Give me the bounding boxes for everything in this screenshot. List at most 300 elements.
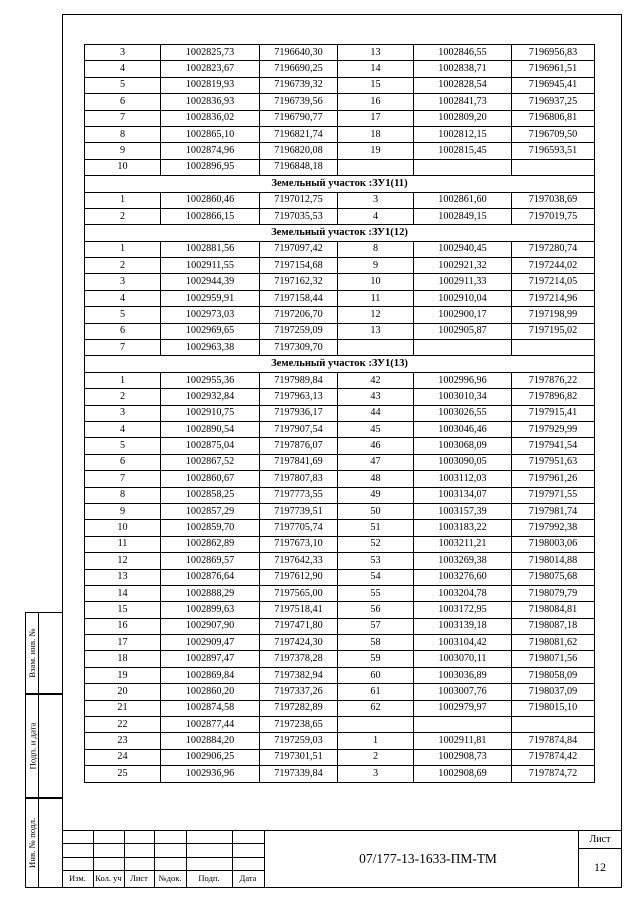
point-number: 7 (85, 110, 161, 126)
y-coordinate: 7197961,26 (512, 471, 595, 487)
section-title: Земельный участок :ЗУ1(13) (85, 356, 595, 372)
x-coordinate: 1002897,47 (161, 651, 260, 667)
x-coordinate: 1002836,02 (161, 110, 260, 126)
section-header (85, 356, 595, 372)
point-number: 4 (85, 290, 161, 306)
point-number: 16 (85, 618, 161, 634)
x-coordinate: 1003090,05 (414, 454, 512, 470)
x-coordinate: 1002955,36 (161, 372, 260, 388)
y-coordinate: 7198037,09 (512, 684, 595, 700)
point-number: 1 (338, 733, 414, 749)
x-coordinate: 1002869,84 (161, 667, 260, 683)
point-number: 15 (85, 602, 161, 618)
y-coordinate: 7196961,51 (512, 61, 595, 77)
point-number: 25 (85, 766, 161, 782)
point-number: 3 (338, 766, 414, 782)
y-coordinate: 7197038,69 (512, 192, 595, 208)
y-coordinate: 7197876,07 (260, 438, 338, 454)
side-box-podp-data (25, 694, 62, 798)
x-coordinate: 1002908,73 (414, 749, 512, 765)
x-coordinate: 1002869,57 (161, 553, 260, 569)
point-number: 7 (85, 340, 161, 356)
x-coordinate: 1002867,52 (161, 454, 260, 470)
point-number: 3 (85, 274, 161, 290)
stamp-label-ndok: №док. (158, 873, 182, 883)
y-coordinate: 7197807,83 (260, 471, 338, 487)
y-coordinate: 7197259,09 (260, 323, 338, 339)
table-row (85, 487, 595, 503)
table-row (85, 307, 595, 323)
x-coordinate: 1002910,04 (414, 290, 512, 306)
y-coordinate: 7197642,33 (260, 553, 338, 569)
y-coordinate: 7197214,96 (512, 290, 595, 306)
x-coordinate: 1002857,29 (161, 503, 260, 519)
y-coordinate: 7197162,32 (260, 274, 338, 290)
x-coordinate: 1002860,46 (161, 192, 260, 208)
table-row (85, 110, 595, 126)
side-box-inv-podl (25, 798, 62, 888)
point-number: 20 (85, 684, 161, 700)
y-coordinate: 7196739,56 (260, 94, 338, 110)
x-coordinate: 1002838,71 (414, 61, 512, 77)
y-coordinate: 7197981,74 (512, 503, 595, 519)
stamp-label-list: Лист (130, 873, 148, 883)
y-coordinate: 7197673,10 (260, 536, 338, 552)
y-coordinate: 7197158,44 (260, 290, 338, 306)
side-box-inv-vzam (25, 612, 62, 694)
x-coordinate: 1002963,38 (161, 340, 260, 356)
x-coordinate: 1002932,84 (161, 389, 260, 405)
point-number: 19 (85, 667, 161, 683)
table-row (85, 143, 595, 159)
table-row (85, 602, 595, 618)
point-number: 7 (85, 471, 161, 487)
table-row (85, 290, 595, 306)
y-coordinate: 7197874,84 (512, 733, 595, 749)
table-row (85, 421, 595, 437)
y-coordinate: 7197097,42 (260, 241, 338, 257)
y-coordinate: 7197206,70 (260, 307, 338, 323)
point-number: 50 (338, 503, 414, 519)
y-coordinate: 7196790,77 (260, 110, 338, 126)
table-row (85, 536, 595, 552)
point-number: 23 (85, 733, 161, 749)
title-block (62, 830, 622, 888)
x-coordinate: 1003269,38 (414, 553, 512, 569)
y-coordinate: 7197929,99 (512, 421, 595, 437)
y-coordinate: 7198014,88 (512, 553, 595, 569)
y-coordinate: 7197705,74 (260, 520, 338, 536)
table-row (85, 700, 595, 716)
table-row (85, 684, 595, 700)
point-number: 42 (338, 372, 414, 388)
y-coordinate: 7196640,30 (260, 45, 338, 61)
point-number: 1 (85, 241, 161, 257)
point-number: 49 (338, 487, 414, 503)
x-coordinate (414, 340, 512, 356)
point-number: 13 (85, 569, 161, 585)
x-coordinate: 1002890,54 (161, 421, 260, 437)
table-row (85, 553, 595, 569)
point-number: 12 (338, 307, 414, 323)
y-coordinate: 7197874,42 (512, 749, 595, 765)
point-number: 2 (85, 389, 161, 405)
point-number: 45 (338, 421, 414, 437)
y-coordinate: 7198081,62 (512, 635, 595, 651)
y-coordinate (512, 340, 595, 356)
table-row (85, 45, 595, 61)
point-number: 10 (85, 520, 161, 536)
table-row (85, 749, 595, 765)
x-coordinate: 1003036,89 (414, 667, 512, 683)
point-number: 48 (338, 471, 414, 487)
y-coordinate: 7197773,55 (260, 487, 338, 503)
table-row (85, 340, 595, 356)
x-coordinate: 1002911,33 (414, 274, 512, 290)
x-coordinate: 1002908,69 (414, 766, 512, 782)
document-code: 07/177-13-1633-ПМ-ТМ (359, 851, 497, 866)
point-number: 11 (85, 536, 161, 552)
point-number: 46 (338, 438, 414, 454)
table-row (85, 192, 595, 208)
y-coordinate: 7197198,99 (512, 307, 595, 323)
x-coordinate: 1002969,65 (161, 323, 260, 339)
point-number: 53 (338, 553, 414, 569)
y-coordinate: 7196937,25 (512, 94, 595, 110)
point-number: 13 (338, 323, 414, 339)
x-coordinate: 1002877,44 (161, 717, 260, 733)
x-coordinate: 1003204,78 (414, 585, 512, 601)
y-coordinate: 7196709,50 (512, 126, 595, 142)
y-coordinate: 7197012,75 (260, 192, 338, 208)
x-coordinate (414, 717, 512, 733)
table-row (85, 389, 595, 405)
x-coordinate: 1002905,87 (414, 323, 512, 339)
y-coordinate: 7197963,13 (260, 389, 338, 405)
side-label-inv-vzam: Взам. инв. № (27, 628, 38, 678)
y-coordinate: 7197612,90 (260, 569, 338, 585)
point-number: 15 (338, 77, 414, 93)
point-number: 52 (338, 536, 414, 552)
point-number: 58 (338, 635, 414, 651)
x-coordinate: 1002876,64 (161, 569, 260, 585)
point-number: 18 (338, 126, 414, 142)
x-coordinate: 1002940,45 (414, 241, 512, 257)
stamp-label-kol-uch: Кол. уч (95, 873, 122, 883)
point-number: 18 (85, 651, 161, 667)
point-number: 11 (338, 290, 414, 306)
y-coordinate (512, 717, 595, 733)
y-coordinate: 7196945,41 (512, 77, 595, 93)
table-row (85, 635, 595, 651)
x-coordinate: 1002921,32 (414, 258, 512, 274)
x-coordinate (414, 159, 512, 175)
x-coordinate: 1002861,60 (414, 192, 512, 208)
point-number (338, 717, 414, 733)
table-row (85, 241, 595, 257)
y-coordinate: 7198071,56 (512, 651, 595, 667)
y-coordinate: 7197424,30 (260, 635, 338, 651)
y-coordinate: 7197876,22 (512, 372, 595, 388)
section-header (85, 176, 595, 192)
table-row (85, 126, 595, 142)
y-coordinate: 7197378,28 (260, 651, 338, 667)
point-number: 5 (85, 438, 161, 454)
x-coordinate: 1002900,17 (414, 307, 512, 323)
point-number: 5 (85, 307, 161, 323)
point-number: 17 (338, 110, 414, 126)
x-coordinate: 1003068,09 (414, 438, 512, 454)
table-row (85, 733, 595, 749)
point-number: 55 (338, 585, 414, 601)
x-coordinate: 1002866,15 (161, 208, 260, 224)
table-row (85, 438, 595, 454)
table-row (85, 258, 595, 274)
point-number: 24 (85, 749, 161, 765)
x-coordinate: 1002881,56 (161, 241, 260, 257)
table-row (85, 569, 595, 585)
point-number: 9 (85, 143, 161, 159)
coordinates-table (84, 44, 595, 783)
point-number: 54 (338, 569, 414, 585)
x-coordinate: 1002836,93 (161, 94, 260, 110)
y-coordinate: 7196820,08 (260, 143, 338, 159)
y-coordinate: 7198058,09 (512, 667, 595, 683)
point-number: 6 (85, 94, 161, 110)
x-coordinate: 1002819,93 (161, 77, 260, 93)
y-coordinate: 7197301,51 (260, 749, 338, 765)
table-row (85, 94, 595, 110)
table-row (85, 274, 595, 290)
x-coordinate: 1002884,20 (161, 733, 260, 749)
point-number: 8 (85, 126, 161, 142)
x-coordinate: 1002859,70 (161, 520, 260, 536)
y-coordinate: 7197195,02 (512, 323, 595, 339)
point-number: 5 (85, 77, 161, 93)
x-coordinate: 1003157,39 (414, 503, 512, 519)
point-number: 12 (85, 553, 161, 569)
x-coordinate: 1002849,15 (414, 208, 512, 224)
y-coordinate: 7197309,70 (260, 340, 338, 356)
point-number: 2 (85, 258, 161, 274)
x-coordinate: 1002812,15 (414, 126, 512, 142)
y-coordinate: 7197565,00 (260, 585, 338, 601)
y-coordinate: 7197471,80 (260, 618, 338, 634)
y-coordinate: 7198087,18 (512, 618, 595, 634)
y-coordinate: 7197019,75 (512, 208, 595, 224)
point-number: 6 (85, 323, 161, 339)
point-number: 3 (85, 45, 161, 61)
point-number: 3 (85, 405, 161, 421)
section-title: Земельный участок :ЗУ1(12) (85, 225, 595, 241)
section-title: Земельный участок :ЗУ1(11) (85, 176, 595, 192)
side-label-podp-data: Подп. и дата (27, 722, 37, 770)
point-number (338, 340, 414, 356)
point-number: 10 (85, 159, 161, 175)
x-coordinate: 1002896,95 (161, 159, 260, 175)
y-coordinate: 7197936,17 (260, 405, 338, 421)
x-coordinate: 1002862,89 (161, 536, 260, 552)
point-number: 44 (338, 405, 414, 421)
table-row (85, 503, 595, 519)
table-row (85, 520, 595, 536)
point-number: 14 (85, 585, 161, 601)
table-row (85, 651, 595, 667)
y-coordinate: 7197951,63 (512, 454, 595, 470)
x-coordinate: 1003104,42 (414, 635, 512, 651)
point-number: 21 (85, 700, 161, 716)
point-number: 4 (85, 61, 161, 77)
table-row (85, 667, 595, 683)
x-coordinate: 1002841,73 (414, 94, 512, 110)
point-number: 1 (85, 372, 161, 388)
stamp-label-podp: Подп. (198, 873, 220, 883)
x-coordinate: 1002823,67 (161, 61, 260, 77)
y-coordinate: 7197896,82 (512, 389, 595, 405)
x-coordinate: 1002979,97 (414, 700, 512, 716)
point-number: 62 (338, 700, 414, 716)
point-number: 8 (338, 241, 414, 257)
y-coordinate: 7197238,65 (260, 717, 338, 733)
x-coordinate: 1002936,96 (161, 766, 260, 782)
point-number: 4 (338, 208, 414, 224)
y-coordinate: 7196806,81 (512, 110, 595, 126)
x-coordinate: 1002809,20 (414, 110, 512, 126)
point-number (338, 159, 414, 175)
table-row (85, 77, 595, 93)
x-coordinate: 1003026,55 (414, 405, 512, 421)
y-coordinate: 7197941,54 (512, 438, 595, 454)
y-coordinate: 7197259,03 (260, 733, 338, 749)
x-coordinate: 1002815,45 (414, 143, 512, 159)
x-coordinate: 1003134,07 (414, 487, 512, 503)
sheet-label: Лист (589, 834, 611, 845)
x-coordinate: 1003139,18 (414, 618, 512, 634)
x-coordinate: 1003010,34 (414, 389, 512, 405)
point-number: 2 (338, 749, 414, 765)
point-number: 2 (85, 208, 161, 224)
y-coordinate: 7197971,55 (512, 487, 595, 503)
y-coordinate: 7197989,84 (260, 372, 338, 388)
point-number: 51 (338, 520, 414, 536)
x-coordinate: 1003007,76 (414, 684, 512, 700)
y-coordinate: 7197280,74 (512, 241, 595, 257)
table-row (85, 454, 595, 470)
table-row (85, 471, 595, 487)
x-coordinate: 1002858,25 (161, 487, 260, 503)
y-coordinate: 7196848,18 (260, 159, 338, 175)
y-coordinate: 7196821,74 (260, 126, 338, 142)
y-coordinate: 7198075,68 (512, 569, 595, 585)
side-label-inv-podl: Инв. № подл. (27, 817, 37, 869)
x-coordinate: 1002860,67 (161, 471, 260, 487)
point-number: 16 (338, 94, 414, 110)
point-number: 14 (338, 61, 414, 77)
point-number: 9 (338, 258, 414, 274)
point-number: 3 (338, 192, 414, 208)
point-number: 4 (85, 421, 161, 437)
x-coordinate: 1003046,46 (414, 421, 512, 437)
x-coordinate: 1002828,54 (414, 77, 512, 93)
y-coordinate: 7197907,54 (260, 421, 338, 437)
y-coordinate: 7197214,05 (512, 274, 595, 290)
x-coordinate: 1002959,91 (161, 290, 260, 306)
x-coordinate: 1002860,20 (161, 684, 260, 700)
point-number: 22 (85, 717, 161, 733)
point-number: 10 (338, 274, 414, 290)
point-number: 60 (338, 667, 414, 683)
x-coordinate: 1003070,11 (414, 651, 512, 667)
x-coordinate: 1002910,75 (161, 405, 260, 421)
x-coordinate: 1002825,73 (161, 45, 260, 61)
y-coordinate: 7197282,89 (260, 700, 338, 716)
x-coordinate: 1002899,63 (161, 602, 260, 618)
x-coordinate: 1002973,03 (161, 307, 260, 323)
x-coordinate: 1003172,95 (414, 602, 512, 618)
point-number: 19 (338, 143, 414, 159)
y-coordinate: 7197915,41 (512, 405, 595, 421)
y-coordinate: 7196690,25 (260, 61, 338, 77)
y-coordinate: 7198015,10 (512, 700, 595, 716)
point-number: 47 (338, 454, 414, 470)
point-number: 9 (85, 503, 161, 519)
y-coordinate: 7197739,51 (260, 503, 338, 519)
point-number: 1 (85, 192, 161, 208)
point-number: 59 (338, 651, 414, 667)
point-number: 56 (338, 602, 414, 618)
y-coordinate: 7198003,06 (512, 536, 595, 552)
point-number: 43 (338, 389, 414, 405)
x-coordinate: 1003211,21 (414, 536, 512, 552)
x-coordinate: 1002888,29 (161, 585, 260, 601)
x-coordinate: 1003112,03 (414, 471, 512, 487)
y-coordinate (512, 159, 595, 175)
x-coordinate: 1002874,58 (161, 700, 260, 716)
table-row (85, 405, 595, 421)
point-number: 13 (338, 45, 414, 61)
x-coordinate: 1002907,90 (161, 618, 260, 634)
table-row (85, 766, 595, 782)
table-row (85, 208, 595, 224)
x-coordinate: 1002865,10 (161, 126, 260, 142)
y-coordinate: 7197154,68 (260, 258, 338, 274)
x-coordinate: 1002909,47 (161, 635, 260, 651)
x-coordinate: 1003276,60 (414, 569, 512, 585)
x-coordinate: 1002874,96 (161, 143, 260, 159)
stamp-label-data: Дата (239, 873, 257, 883)
y-coordinate: 7197337,26 (260, 684, 338, 700)
y-coordinate: 7196739,32 (260, 77, 338, 93)
table-row (85, 618, 595, 634)
x-coordinate: 1002875,04 (161, 438, 260, 454)
y-coordinate: 7198084,81 (512, 602, 595, 618)
y-coordinate: 7197244,02 (512, 258, 595, 274)
table-row (85, 159, 595, 175)
x-coordinate: 1002911,81 (414, 733, 512, 749)
sheet-number: 12 (594, 860, 606, 874)
y-coordinate: 7196956,83 (512, 45, 595, 61)
y-coordinate: 7196593,51 (512, 143, 595, 159)
y-coordinate: 7197382,94 (260, 667, 338, 683)
section-header (85, 225, 595, 241)
y-coordinate: 7197518,41 (260, 602, 338, 618)
point-number: 61 (338, 684, 414, 700)
x-coordinate: 1002944,39 (161, 274, 260, 290)
table-row (85, 61, 595, 77)
y-coordinate: 7197841,69 (260, 454, 338, 470)
y-coordinate: 7197035,53 (260, 208, 338, 224)
point-number: 8 (85, 487, 161, 503)
